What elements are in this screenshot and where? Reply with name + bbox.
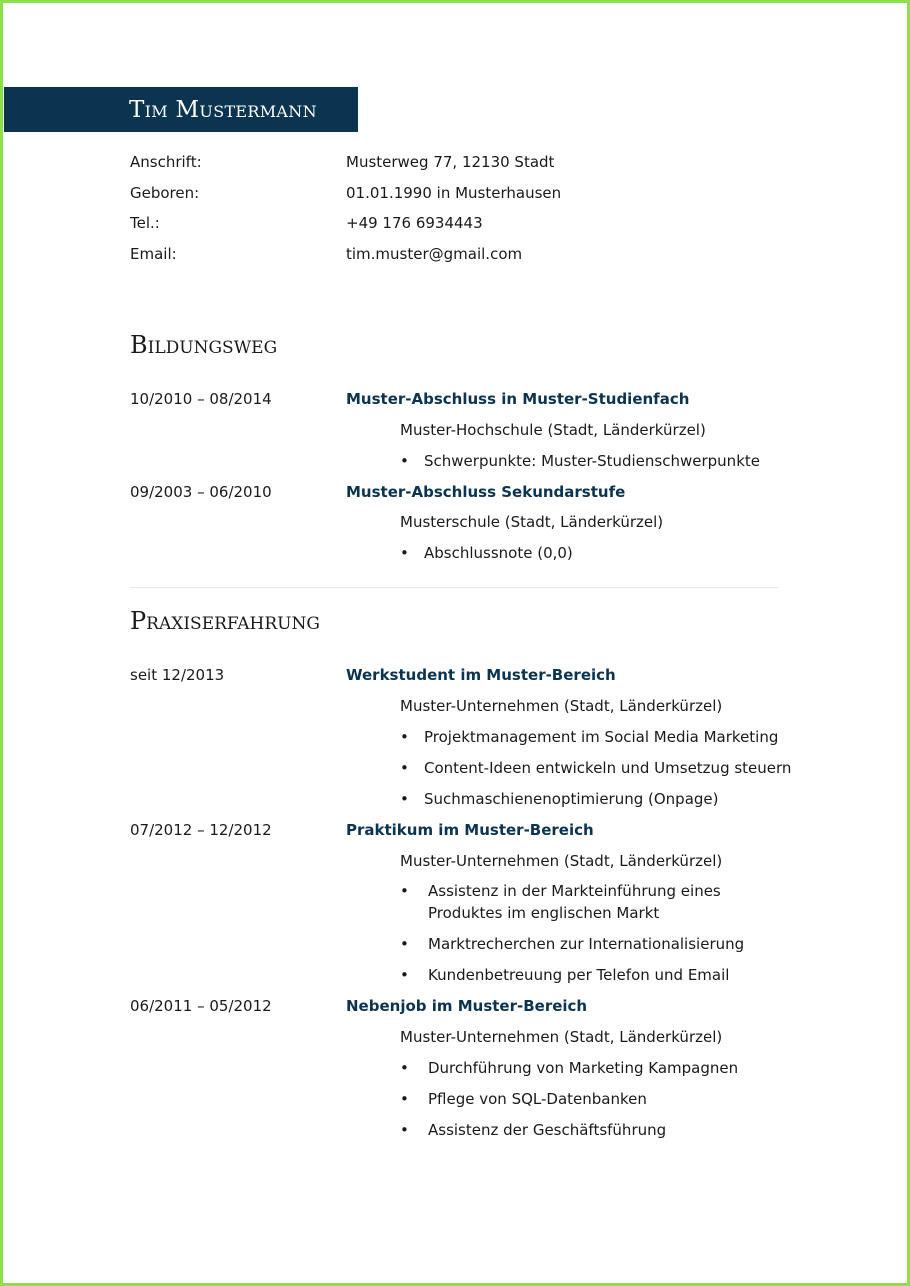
entry-title: Muster-Abschluss in Muster-Studienfach [346, 390, 690, 408]
bullet-text: Produktes im englischen Markt [428, 904, 660, 922]
bullet-text: Projektmanagement im Social Media Marketing [424, 728, 779, 746]
entry-organization: Muster-Hochschule (Stadt, Länderkürzel) [400, 421, 706, 439]
entry-organization: Musterschule (Stadt, Länderkürzel) [400, 513, 664, 531]
bullet-text: Kundenbetreuung per Telefon und Email [428, 966, 730, 984]
entry-date: 09/2003 – 06/2010 [130, 483, 272, 501]
bullet-icon: • [400, 966, 409, 984]
entry-title: Praktikum im Muster-Bereich [346, 821, 594, 839]
entry-organization: Muster-Unternehmen (Stadt, Länderkürzel) [400, 1028, 723, 1046]
entry-organization: Muster-Unternehmen (Stadt, Länderkürzel) [400, 697, 723, 715]
entry-date: 07/2012 – 12/2012 [130, 821, 272, 839]
bullet-icon: • [400, 759, 409, 777]
bullet-icon: • [400, 728, 409, 746]
section-divider [130, 587, 778, 588]
bullet-icon: • [400, 935, 409, 953]
bullet-text: Marktrecherchen zur Internationalisierung [428, 935, 745, 953]
contact-label: Email: [130, 245, 177, 263]
entry-title: Werkstudent im Muster-Bereich [346, 666, 616, 684]
contact-label: Anschrift: [130, 153, 202, 171]
entry-date: 06/2011 – 05/2012 [130, 997, 272, 1015]
entry-date: seit 12/2013 [130, 666, 225, 684]
bullet-icon: • [400, 882, 409, 900]
bullet-text: Pflege von SQL-Datenbanken [428, 1090, 647, 1108]
applicant-name: Tim Mustermann [129, 96, 317, 123]
name-banner [4, 87, 358, 132]
bullet-icon: • [400, 1090, 409, 1108]
bullet-icon: • [400, 790, 409, 808]
contact-value: +49 176 6934443 [346, 214, 483, 232]
section-title-education: Bildungsweg [130, 331, 278, 359]
bullet-icon: • [400, 452, 409, 470]
bullet-text: Suchmaschienenoptimierung (Onpage) [424, 790, 719, 808]
bullet-icon: • [400, 1059, 409, 1077]
contact-value: Musterweg 77, 12130 Stadt [346, 153, 555, 171]
section-title-experience: Praxiserfahrung [130, 607, 320, 635]
contact-label: Geboren: [130, 184, 200, 202]
bullet-icon: • [400, 544, 409, 562]
bullet-icon: • [400, 1121, 409, 1139]
entry-title: Muster-Abschluss Sekundarstufe [346, 483, 626, 501]
contact-value: tim.muster@gmail.com [346, 245, 523, 263]
entry-organization: Muster-Unternehmen (Stadt, Länderkürzel) [400, 852, 723, 870]
bullet-text: Schwerpunkte: Muster-Studienschwerpunkte [424, 452, 760, 470]
contact-label: Tel.: [130, 214, 160, 232]
bullet-text: Assistenz der Geschäftsführung [428, 1121, 667, 1139]
bullet-text: Durchführung von Marketing Kampagnen [428, 1059, 739, 1077]
contact-value: 01.01.1990 in Musterhausen [346, 184, 562, 202]
entry-date: 10/2010 – 08/2014 [130, 390, 272, 408]
entry-title: Nebenjob im Muster-Bereich [346, 997, 588, 1015]
bullet-text: Content-Ideen entwickeln und Umsetzug steuern [424, 759, 792, 777]
bullet-text: Abschlussnote (0,0) [424, 544, 573, 562]
bullet-text: Assistenz in der Markteinführung eines [428, 882, 721, 900]
